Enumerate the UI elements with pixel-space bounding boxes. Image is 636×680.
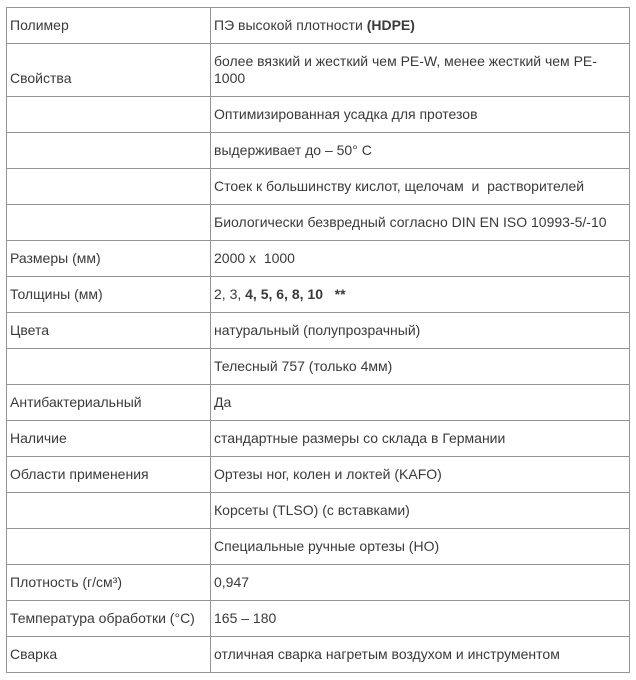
row-value-cell — [211, 277, 630, 313]
row-value-cell — [211, 44, 630, 97]
table-row — [7, 97, 630, 133]
table-row — [7, 8, 630, 44]
table-row — [7, 133, 630, 169]
value-text-bold: 4, 5, 6, 8, 10 — [245, 286, 323, 302]
table-row — [7, 601, 630, 637]
value-text: натуральный (полупрозрачный) — [214, 322, 421, 338]
row-value-cell — [211, 313, 630, 349]
row-value-cell — [211, 565, 630, 601]
value-text: Телесный 757 (только 4мм) — [214, 358, 393, 374]
row-value-cell — [211, 169, 630, 205]
row-label-cell: Антибактериальный — [7, 385, 211, 421]
row-label-cell: Полимер — [7, 8, 211, 44]
row-label-cell: Размеры (мм) — [7, 241, 211, 277]
value-text: отличная сварка нагретым воздухом и инструментом — [214, 646, 560, 662]
value-text-bold: (HDPE) — [366, 17, 415, 33]
table-row — [7, 241, 630, 277]
row-value-cell — [211, 205, 630, 241]
table-row — [7, 205, 630, 241]
row-value-cell — [211, 457, 630, 493]
value-text: 0,947 — [214, 574, 250, 590]
row-value-cell — [211, 385, 630, 421]
row-value-cell — [211, 241, 630, 277]
value-text: Стоек к большинству кислот, щелочам и растворителей — [214, 178, 585, 194]
table-row — [7, 565, 630, 601]
table-row — [7, 493, 630, 529]
table-row — [7, 529, 630, 565]
polymer-spec-table — [6, 7, 630, 673]
table-row — [7, 421, 630, 457]
row-label-cell: Сварка — [7, 637, 211, 673]
table-row — [7, 44, 630, 97]
table-row — [7, 349, 630, 385]
table-row — [7, 385, 630, 421]
value-text: более вязкий и жесткий чем PE-W, менее жесткий чем PE-1000 — [214, 53, 597, 86]
value-text: 165 – 180 — [214, 610, 277, 626]
row-label-cell — [7, 493, 211, 529]
value-text: стандартные размеры со склада в Германии — [214, 430, 506, 446]
value-text: Биологически безвредный согласно DIN EN ISO 10993-5/-10 — [214, 214, 607, 230]
row-label-cell: Свойства — [7, 44, 211, 97]
table-row — [7, 277, 630, 313]
table-row — [7, 637, 630, 673]
value-text: 2, 3, — [214, 286, 246, 302]
row-value-cell — [211, 133, 630, 169]
row-label-cell: Температура обработки (°C) — [7, 601, 211, 637]
value-text: 2000 x 1000 — [214, 250, 295, 266]
value-text: Ортезы ног, колен и локтей (KAFO) — [214, 466, 442, 482]
table-row — [7, 169, 630, 205]
row-value-cell — [211, 601, 630, 637]
row-value-cell — [211, 493, 630, 529]
table-row — [7, 457, 630, 493]
row-value-cell — [211, 529, 630, 565]
row-label-cell — [7, 205, 211, 241]
value-text: Оптимизированная усадка для протезов — [214, 106, 478, 122]
row-value-cell — [211, 97, 630, 133]
row-label-cell — [7, 529, 211, 565]
spec-table-body — [7, 8, 630, 673]
value-text — [323, 286, 335, 302]
row-label-cell — [7, 133, 211, 169]
table-row — [7, 313, 630, 349]
row-value-cell — [211, 637, 630, 673]
value-text-bold: ** — [334, 286, 346, 302]
value-text: выдерживает до – 50° C — [214, 142, 372, 158]
row-label-cell — [7, 349, 211, 385]
row-value-cell — [211, 8, 630, 44]
row-label-cell — [7, 97, 211, 133]
row-value-cell — [211, 421, 630, 457]
row-label-cell: Цвета — [7, 313, 211, 349]
value-text: Специальные ручные ортезы (HO) — [214, 538, 440, 554]
row-label-cell: Плотность (г/см³) — [7, 565, 211, 601]
value-text: Да — [214, 394, 232, 410]
row-value-cell — [211, 349, 630, 385]
row-label-cell: Толщины (мм) — [7, 277, 211, 313]
value-text: Корсеты (TLSO) (с вставками) — [214, 502, 410, 518]
row-label-cell: Области применения — [7, 457, 211, 493]
row-label-cell — [7, 169, 211, 205]
value-text: ПЭ высокой плотности — [214, 17, 367, 33]
row-label-cell: Наличие — [7, 421, 211, 457]
